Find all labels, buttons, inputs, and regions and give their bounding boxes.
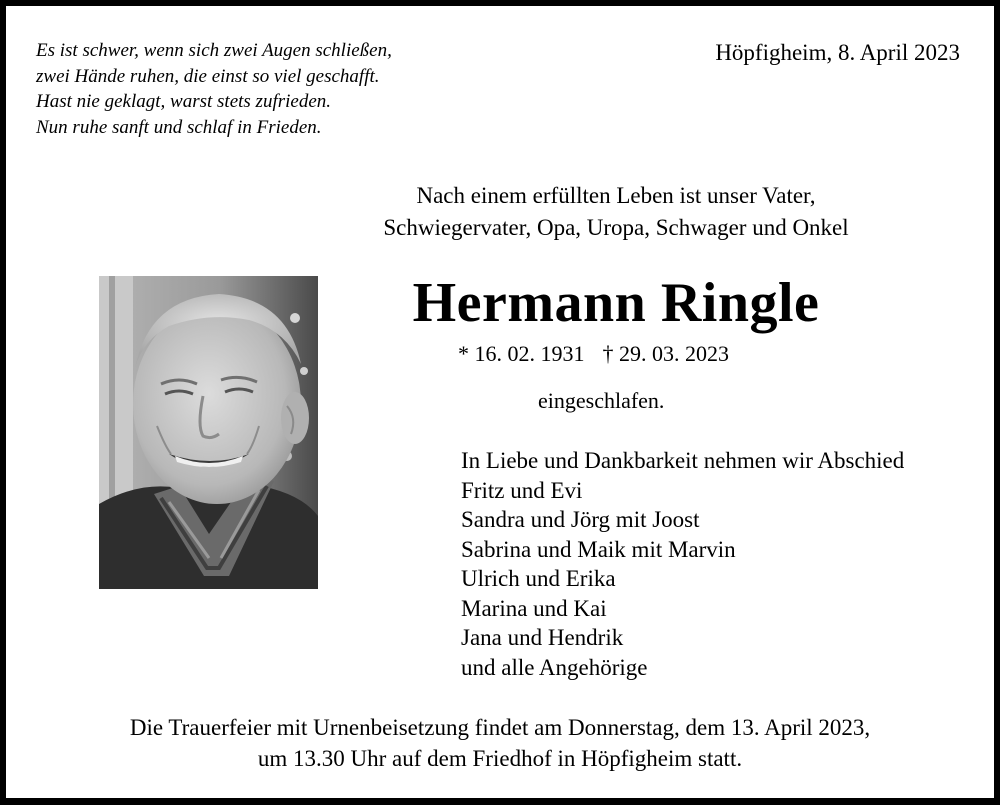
intro-line: Schwiegervater, Opa, Uropa, Schwager und Onkel	[383, 215, 849, 240]
poem-line: Hast nie geklagt, warst stets zufrieden.	[36, 91, 332, 112]
service-line: um 13.30 Uhr auf dem Friedhof in Höpfigheim statt.	[257, 746, 743, 771]
portrait-photo	[99, 276, 318, 589]
mourner-entry: Fritz und Evi	[461, 477, 583, 503]
death-date: † 29. 03. 2023	[602, 341, 729, 366]
mourner-entry: und alle Angehörige	[461, 654, 648, 680]
passed-away-text: eingeschlafen.	[538, 388, 665, 413]
mourner-entry: Sandra und Jörg mit Joost	[461, 507, 700, 532]
poem-line: Es ist schwer, wenn sich zwei Augen schließen,	[36, 40, 392, 61]
place-and-date: Höpfigheim, 8. April 2023	[715, 40, 960, 65]
deceased-name: Hermann Ringle	[412, 272, 820, 334]
funeral-service-info	[36, 712, 964, 774]
mourner-entry: Marina und Kai	[461, 595, 607, 621]
service-line: Die Trauerfeier mit Urnenbeisetzung findet am Donnerstag, dem 13. April 2023,	[129, 715, 871, 740]
intro-text	[316, 180, 916, 244]
birth-date: * 16. 02. 1931	[458, 341, 585, 366]
mourner-entry: Ulrich und Erika	[461, 566, 616, 591]
mourner-entry: Jana und Hendrik	[461, 625, 624, 650]
mourners-list	[461, 446, 904, 682]
poem-line: zwei Hände ruhen, die einst so viel geschafft.	[36, 65, 380, 87]
life-dates	[458, 339, 729, 369]
intro-line: Nach einem erfüllten Leben ist unser Vater,	[416, 183, 816, 208]
mourner-entry: Sabrina und Maik mit Marvin	[461, 536, 736, 562]
memorial-poem	[36, 38, 556, 140]
obituary-notice	[6, 6, 994, 798]
mourners-heading: In Liebe und Dankbarkeit nehmen wir Abschied	[461, 448, 905, 473]
poem-line: Nun ruhe sanft und schlaf in Frieden.	[36, 116, 322, 138]
